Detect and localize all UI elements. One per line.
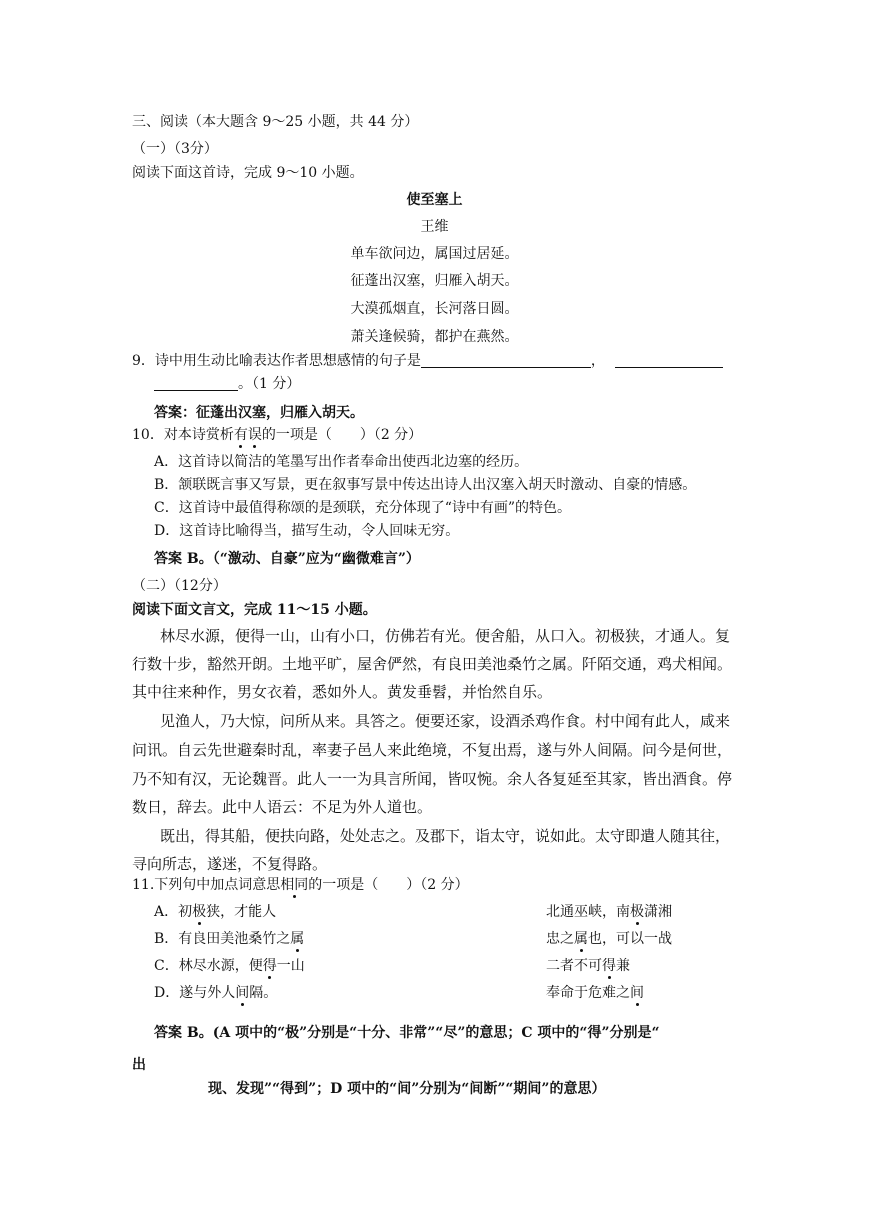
passage-line: 其中往来种作，男女衣着，悉如外人。黄发垂髫，并怡然自乐。 [132,683,553,701]
poem-author: 王维 [420,219,449,235]
answer-11-line-1: 答案 B。(A 项中的“极”分别是“十分、非常”“尽”的意思；C 项中的“得”分别是“ [154,1025,660,1041]
passage-line: 寻向所志，遂迷，不复得路。 [132,855,328,873]
poem-line: 单车欲问边，属国过居延。 [350,246,519,262]
poem-line: 萧关逢候骑，都护在燕然。 [350,329,519,345]
passage-line: 行数十步，豁然开朗。土地平旷，屋舍俨然，有良田美池桑竹之属。阡陌交通，鸡犬相闻。 [132,655,733,673]
passage-line: 既出，得其船，便扶向路，处处志之。及郡下，诣太守，说如此。太守即遣人随其往， [160,827,731,845]
answer-10: 答案 B。（“激动、自豪”应为“幽微难言”） [154,551,420,567]
passage-line: 数日，辞去。此中人语云：不足为外人道也。 [132,798,433,816]
poem-line: 征蓬出汉塞，归雁入胡天。 [350,273,519,289]
option-d: D．遂与外人间隔。 奉命于危难之间 [154,985,644,1001]
part-two-heading: （二）（12分） [132,578,227,594]
option-d: D．这首诗比喻得当，描写生动，令人回味无穷。 [154,523,460,539]
poem-title: 使至塞上 [406,192,463,208]
answer-11-line-2: 出 [132,1057,146,1073]
option-c: C．林尽水源，便得一山 二者不可得兼 [154,958,630,974]
answer-blank[interactable] [615,353,723,368]
option-c: C．这首诗中最值得称颂的是颈联，充分体现了“诗中有画”的特色。 [154,500,572,516]
part-one-instruction: 阅读下面这首诗，完成 9～10 小题。 [132,165,364,181]
option-b: B．有良田美池桑竹之属 忠之属也，可以一战 [154,931,672,947]
question-9-score: 。（1 分） [238,376,301,392]
part-two-instruction: 阅读下面文言文，完成 11～15 小题。 [132,602,377,618]
passage-line: 问讯。自云先世避秦时乱，率妻子邑人来此绝境，不复出焉，遂与外人间隔。问今是何世， [132,741,733,759]
question-10: 10．对本诗赏析有误的一项是（ ）（2 分） [132,427,423,443]
passage-line: 乃不知有汉，无论魏晋。此人一一为具言所闻，皆叹惋。余人各复延至其家，皆出酒食。停 [132,770,733,788]
section-heading: 三、阅读（本大题含 9～25 小题，共 44 分） [132,114,419,130]
option-b: B．颔联既言事又写景，更在叙事写景中传达出诗人出汉塞入胡天时激动、自豪的情感。 [154,477,697,493]
answer-blank[interactable] [154,376,238,391]
passage-line: 见渔人，乃大惊，问所从来。具答之。便要还家，设酒杀鸡作食。村中闻有此人，咸来 [160,712,731,730]
question-11: 11.下列句中加点词意思相同的一项是（ ）（2 分） [132,877,469,893]
answer-blank[interactable] [421,353,591,368]
question-9-comma: ， [590,353,605,369]
question-9 [132,352,723,370]
question-9-text: 9．诗中用生动比喻表达作者思想感情的句子是 [132,353,421,369]
answer-11-line-3: 现、发现”“得到”；D 项中的“间”分别为“间断”“期间”的意思） [208,1081,606,1097]
option-a: A．这首诗以简洁的笔墨写出作者奉命出使西北边塞的经历。 [154,454,529,470]
question-9-cont [154,375,300,393]
part-one-heading: （一）（3分） [132,141,218,157]
answer-9: 答案：征蓬出汉塞，归雁入胡天。 [154,405,364,421]
option-a: A．初极狭，才能人 北通巫峡，南极潇湘 [154,904,672,920]
poem-line: 大漠孤烟直，长河落日圆。 [350,301,519,317]
passage-line: 林尽水源，便得一山，山有小口，仿佛若有光。便舍船，从口入。初极狭，才通人。复 [160,627,731,645]
